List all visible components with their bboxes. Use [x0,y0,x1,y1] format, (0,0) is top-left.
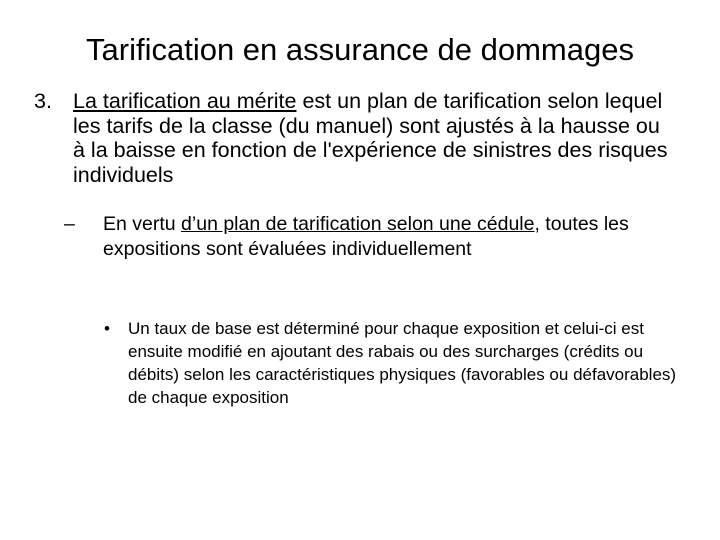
item-text [73,89,674,187]
sub-item [64,212,694,261]
item-term: La tarification au mérite [73,89,297,113]
sub-item-text [103,212,694,261]
item-description: est un plan de tarification selon lequel les tarifs de la classe (du manuel) sont ajustés à la hausse ou à la baisse en fonction de l'expérience de sinistres des risques individuels [73,89,668,187]
bullet-marker: • [104,319,110,338]
slide-title: Tarification en assurance de dommages [86,32,634,67]
sub-item-description: , toutes les expositions sont évaluées individuellement [103,213,629,260]
item-number: 3. [34,89,52,113]
bullet-item [104,317,694,409]
sub-item-term: d’un plan de tarification selon une cédule [181,213,535,235]
bullet-text: Un taux de base est déterminé pour chaque exposition et celui-ci est ensuite modifié en ajoutant des rabais ou des surcharges (crédits ou débits) selon les caractéristiques physiques (favorables ou défavorables) de chaque exposition [128,319,677,407]
dash-marker: – [64,213,75,235]
sub-item-prefix: En vertu [103,213,182,235]
numbered-item [34,89,674,187]
